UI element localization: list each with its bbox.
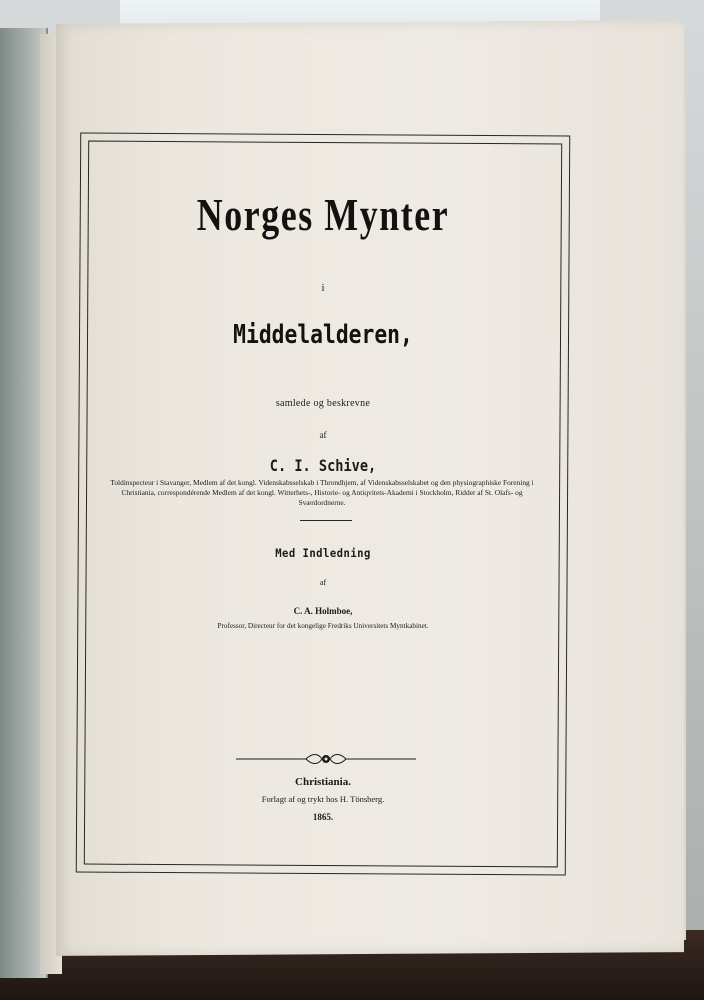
intro-author-name: C. A. Holmboe, [293,606,353,616]
publication-city: Christiania. [295,776,351,788]
collected-by-line: samlede og beskrevne [275,398,371,409]
author-name: C. I. Schive, [269,456,377,475]
publisher-line: Forlagt af og trykt hos H. Tönsberg. [261,794,385,804]
introduction-line: Med Indledning [275,546,371,560]
af-line-2: af [319,578,327,587]
intro-author-description: Professor, Directeur for det kongelige Fredriks Universitets Myntkabinet. [217,622,429,630]
divider-rule [300,520,352,521]
author-description: Toldinspecteur i Stavanger, Medlem af det kongl. Videnskabsselskab i Throndhjem, af Videnskabsselskabet og den physiographiske Forening i Christiania, correspondérende Medlem af det kongl. Witterhets-, Historie- og Antiqvitets-Akademi i Stockholm, Ridder af St. Olafs- og Sværdordnerne. [110,479,534,507]
book-title: Norges Mynter [196,189,450,240]
book-subtitle: Middelalderen, [233,320,413,350]
af-line-1: af [319,430,327,440]
ornament-divider-icon [236,750,416,768]
title-connector: i [321,282,325,294]
publication-year: 1865. [312,812,334,822]
title-page-content [90,150,556,860]
